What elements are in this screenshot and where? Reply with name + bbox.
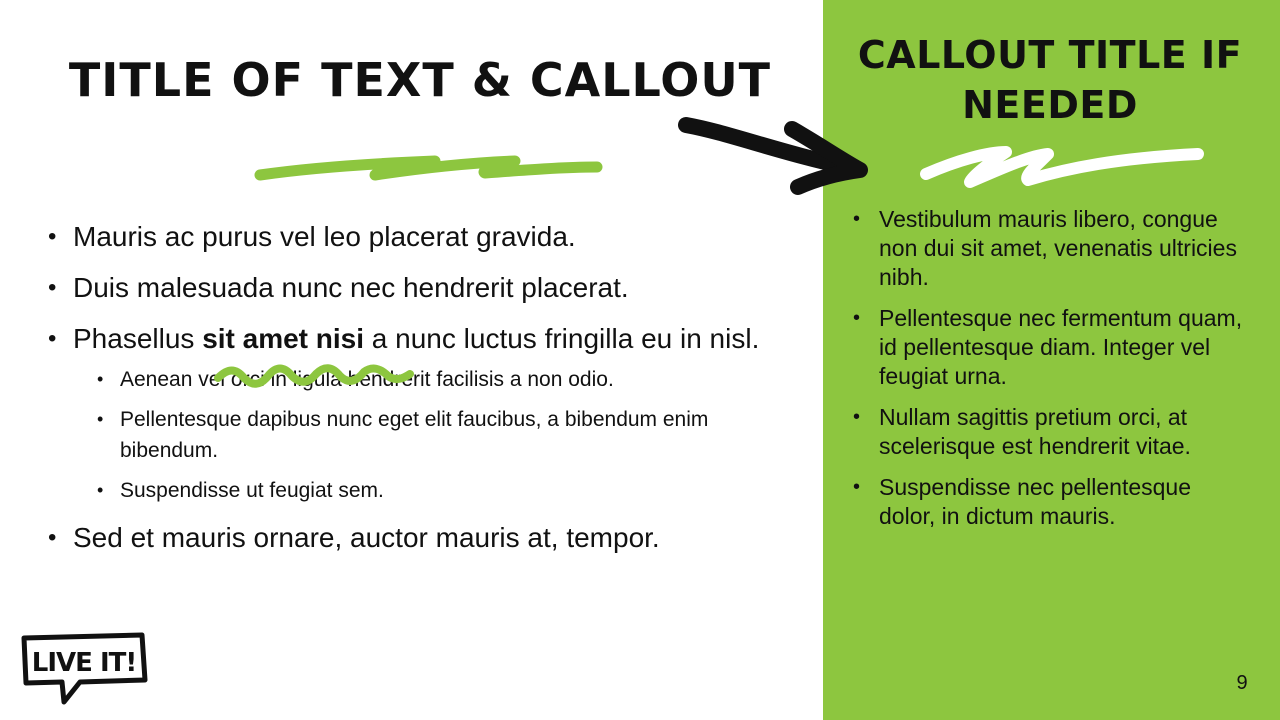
list-item: [48, 320, 788, 506]
arrow-icon: [680, 115, 870, 195]
page-number: 9: [1236, 672, 1248, 694]
list-item-text: Phasellus: [73, 323, 203, 354]
svg-text:LIVE IT!: LIVE IT!: [31, 648, 137, 678]
list-item: • Sed et mauris ornare, auctor mauris at, tempor.: [48, 519, 788, 557]
main-bullet-list: [48, 218, 788, 570]
callout-underline-swash: [918, 140, 1208, 192]
list-item: • Duis malesuada nunc nec hendrerit placerat.: [48, 269, 788, 307]
emphasis-text: sit amet nisi: [202, 323, 365, 354]
speech-bubble-logo-icon: [18, 630, 150, 708]
sub-list-item: • Suspendisse ut feugiat sem.: [97, 475, 788, 506]
list-item: • Suspendisse nec pellentesque dolor, in dictum mauris.: [853, 473, 1253, 531]
callout-title: CALLOUT TITLE IF NEEDED: [857, 33, 1243, 127]
sub-list-item: • Aenean vel orci in ligula hendrerit facilisis a non odio.: [97, 364, 788, 395]
list-item: • Nullam sagittis pretium orci, at scelerisque est hendrerit vitae.: [853, 403, 1253, 461]
emphasis-squiggle: [212, 360, 417, 390]
list-item-text: a nunc luctus fringilla eu in nisl.: [364, 323, 760, 354]
title-underline-swash: [255, 145, 605, 190]
list-item: • Mauris ac purus vel leo placerat gravida.: [48, 218, 788, 256]
list-item: • Pellentesque nec fermentum quam, id pellentesque diam. Integer vel feugiat urna.: [853, 304, 1253, 391]
sub-list-item: • Pellentesque dapibus nunc eget elit faucibus, a bibendum enim bibendum.: [97, 404, 788, 466]
callout-bullet-list: [853, 205, 1253, 543]
page-title: TITLE OF TEXT & CALLOUT: [68, 53, 772, 107]
list-item: • Vestibulum mauris libero, congue non dui sit amet, venenatis ultricies nibh.: [853, 205, 1253, 292]
sub-bullet-list: [73, 364, 788, 506]
